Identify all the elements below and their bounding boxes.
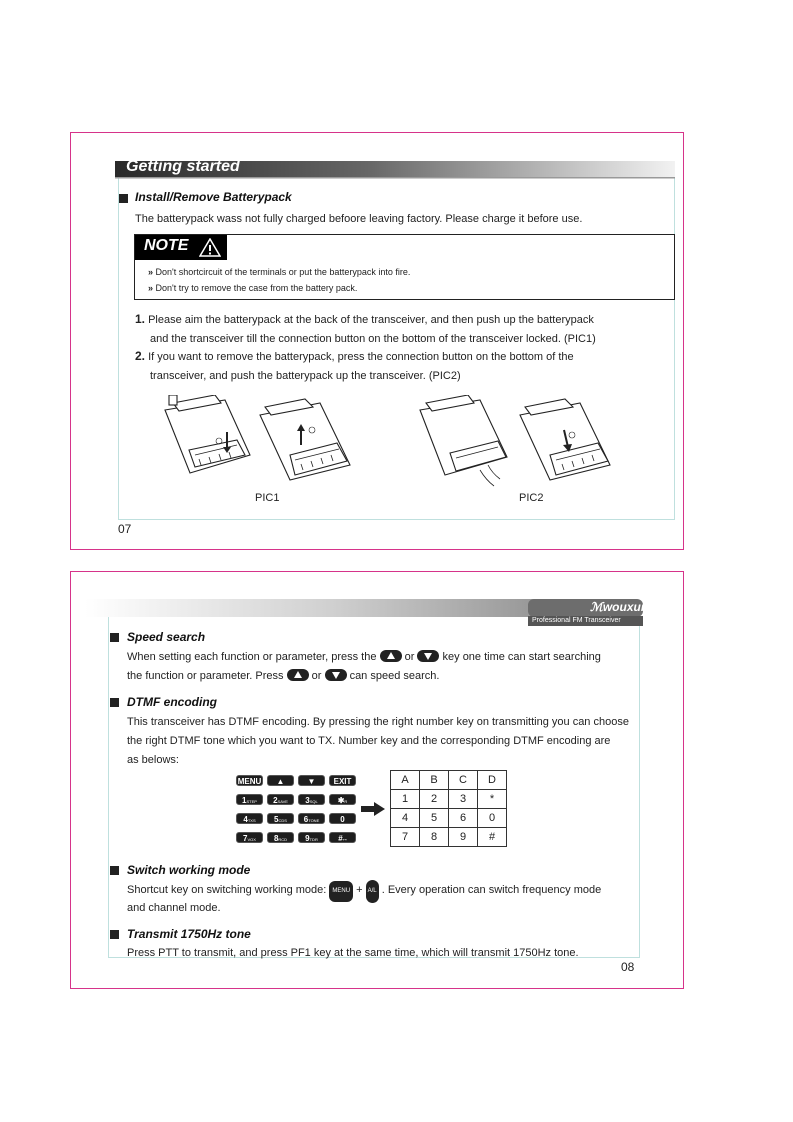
keypad-key <box>298 813 325 824</box>
keypad-key-sub: TONE <box>308 818 320 823</box>
keypad-key-main: 3 <box>305 796 310 805</box>
install-heading: Install/Remove Batterypack <box>135 190 292 204</box>
brand-logo <box>590 600 648 614</box>
step-1 <box>135 310 596 349</box>
dtmf-table-cell: 1 <box>391 790 420 809</box>
transmit-heading: Transmit 1750Hz tone <box>127 927 251 941</box>
speed-search-heading: Speed search <box>127 630 206 644</box>
pic2-illustration <box>410 395 620 490</box>
keypad-key <box>236 813 263 824</box>
keypad-key-main: 1 <box>242 796 247 805</box>
section-title: Getting started <box>126 158 240 175</box>
dtmf-table-cell: # <box>478 828 507 847</box>
keypad-key-main: 0 <box>340 815 345 824</box>
dtmf-table-cell: 7 <box>391 828 420 847</box>
pic1-illustration <box>155 395 355 485</box>
keypad-diagram <box>236 775 356 847</box>
dtmf-heading: DTMF encoding <box>127 695 217 709</box>
keypad-key <box>329 813 356 824</box>
page-number-08: 08 <box>621 960 635 974</box>
keypad-key <box>329 832 356 843</box>
speed-search-or-2: or <box>311 670 322 682</box>
dtmf-table-cell: 5 <box>420 809 449 828</box>
bullet-square <box>110 866 119 875</box>
up-key-icon <box>287 669 309 681</box>
speed-search-line-2 <box>127 667 439 686</box>
keypad-key-sub: RCD <box>278 837 288 842</box>
keypad-key-main: ▼ <box>307 777 316 786</box>
keypad-key-main: ✱ <box>337 796 345 805</box>
speed-search-text-a: When setting each function or parameter, press the <box>127 651 377 663</box>
step-1-line-2: and the transceiver till the connection button on the bottom of the transceiver locked. (PIC1) <box>150 333 596 345</box>
dtmf-line-3: as belows: <box>127 754 179 766</box>
step-1-line-1: Please aim the batterypack at the back of the transceiver, and then push up the batterypack <box>148 314 594 326</box>
al-key-icon <box>366 880 379 903</box>
keypad-key <box>298 832 325 843</box>
speed-search-text-b: key one time can start searching <box>442 651 601 663</box>
keypad-key-main: 6 <box>303 815 309 824</box>
keypad-key-main: EXIT <box>333 777 352 786</box>
keypad-key <box>298 775 325 786</box>
keypad-key-main: # <box>338 834 343 843</box>
step-2-number: 2. <box>135 349 146 363</box>
keypad-key-sub: VOX <box>247 837 256 842</box>
keypad-key-sub: ⊶ <box>342 837 347 842</box>
keypad-key-main: 7 <box>243 834 248 843</box>
keypad-key-sub: STEP <box>246 799 257 804</box>
dtmf-table <box>390 770 507 847</box>
brand-tagline: Professional FM Transceiver <box>532 617 621 624</box>
keypad-key <box>236 794 263 805</box>
dtmf-table-cell: 2 <box>420 790 449 809</box>
dtmf-table-row <box>391 809 507 828</box>
keypad-key-sub: CDS <box>278 818 287 823</box>
note-label <box>135 235 227 260</box>
bullet-square <box>110 633 119 642</box>
step-2 <box>135 347 574 386</box>
right-arrow-icon <box>361 802 385 816</box>
dtmf-table-cell: 4 <box>391 809 420 828</box>
keypad-key-main: 8 <box>273 834 279 843</box>
keypad-key <box>267 832 294 843</box>
page-number-07: 07 <box>118 522 132 536</box>
keypad-key-sub: SAVE <box>277 799 288 804</box>
speed-search-text-d: can speed search. <box>349 670 440 682</box>
dtmf-table-cell: D <box>478 771 507 790</box>
dtmf-table-cell: 8 <box>420 828 449 847</box>
speed-search-text-c: the function or parameter. Press <box>127 670 284 682</box>
down-key-icon <box>417 650 439 662</box>
dtmf-table-cell: 9 <box>449 828 478 847</box>
step-2-line-2: transceiver, and push the batterypack up the transceiver. (PIC2) <box>150 370 461 382</box>
keypad-key <box>267 775 294 786</box>
brand-swirl-icon: ℳ <box>590 600 603 614</box>
keypad-key <box>236 832 263 843</box>
dtmf-table-cell: * <box>478 790 507 809</box>
dtmf-table-cell: 3 <box>449 790 478 809</box>
bullet-square <box>119 194 128 203</box>
switch-mode-text-b: . Every operation can switch frequency mode <box>381 884 602 896</box>
switch-mode-line-2: and channel mode. <box>127 902 221 914</box>
keypad-key-main: 9 <box>305 834 310 843</box>
keypad-key-sub: R <box>344 799 348 804</box>
dtmf-table-cell: C <box>449 771 478 790</box>
intro-text: The batterypack wass not fully charged befoore leaving factory. Please charge it before use. <box>135 213 583 225</box>
keypad-key <box>236 775 263 786</box>
bullet-square <box>110 930 119 939</box>
menu-key-label: MENU <box>332 888 351 894</box>
keypad-key <box>267 794 294 805</box>
double-chevron-icon: » <box>148 267 154 277</box>
keypad-key-sub: TXS <box>247 818 256 823</box>
up-key-icon <box>380 650 402 662</box>
plus-sign: + <box>356 884 363 896</box>
pic2-label: PIC2 <box>519 492 544 504</box>
keypad-key-main: 5 <box>274 815 279 824</box>
note-box <box>134 234 675 300</box>
keypad-key-main: 4 <box>243 815 248 824</box>
dtmf-table-row <box>391 771 507 790</box>
switch-mode-heading: Switch working mode <box>127 863 251 877</box>
transmit-text: Press PTT to transmit, and press PF1 key at the same time, which will transmit 1750Hz tone. <box>127 947 579 959</box>
keypad-key <box>329 775 356 786</box>
note-line-2-text: Don't try to remove the case from the battery pack. <box>155 283 358 293</box>
keypad-key <box>267 813 294 824</box>
dtmf-description <box>127 713 629 770</box>
dtmf-table-cell: 0 <box>478 809 507 828</box>
switch-mode-text-a: Shortcut key on switching working mode: <box>127 884 327 896</box>
speed-search-or: or <box>404 651 415 663</box>
note-line-2 <box>148 283 357 293</box>
dtmf-table-row <box>391 790 507 809</box>
keypad-key <box>329 794 356 805</box>
warning-icon <box>199 238 221 257</box>
step-2-line-1: If you want to remove the batterypack, press the connection button on the bottom of the <box>148 351 574 363</box>
down-key-icon <box>325 669 347 681</box>
dtmf-table-cell: B <box>420 771 449 790</box>
dtmf-line-2: the right DTMF tone which you want to TX. Number key and the corresponding DTMF encoding are <box>127 735 611 747</box>
keypad-key-sub: SQL <box>309 799 318 804</box>
note-label-text: NOTE <box>144 237 189 254</box>
al-key-label: A/L <box>367 888 377 894</box>
dtmf-table-cell: 6 <box>449 809 478 828</box>
dtmf-line-1: This transceiver has DTMF encoding. By pressing the right number key on transmitting you can choose <box>127 716 629 728</box>
dtmf-table-cell: A <box>391 771 420 790</box>
pic1-label: PIC1 <box>255 492 280 504</box>
keypad-key <box>298 794 325 805</box>
keypad-key-main: 2 <box>273 796 278 805</box>
keypad-key-sub: TDR <box>309 837 318 842</box>
brand-name: wouxun <box>602 600 649 614</box>
note-line-1-text: Don't shortcircuit of the terminals or put the batterypack into fire. <box>155 267 411 277</box>
double-chevron-icon: » <box>148 283 154 293</box>
keypad-key-main: ▲ <box>276 777 285 786</box>
keypad-key-main: MENU <box>237 777 262 786</box>
dtmf-table-row <box>391 828 507 847</box>
step-1-number: 1. <box>135 312 146 326</box>
bullet-square <box>110 698 119 707</box>
speed-search-line-1 <box>127 648 601 667</box>
note-line-1 <box>148 267 410 277</box>
menu-key-icon <box>329 881 353 902</box>
